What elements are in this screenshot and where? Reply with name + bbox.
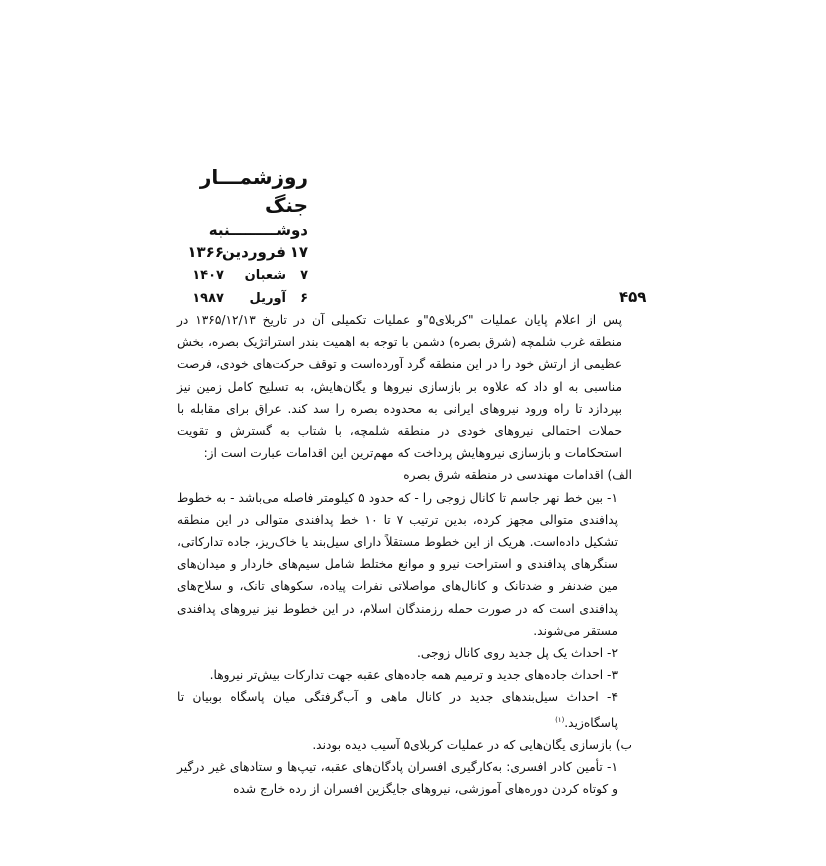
gregorian-month: آوریل xyxy=(249,291,286,306)
date-header xyxy=(168,163,308,310)
footnote-mark: (۱) xyxy=(555,715,565,724)
lunar-day: ۷ xyxy=(300,268,308,283)
intro-paragraph: پس از اعلام پایان عملیات "کربلای۵"و عملیات تکمیلی آن در تاریخ ۱۳۶۵/۱۲/۱۳ در منطقه غرب شلمچه (شرق بصره) دشمن با توجه به اهمیت بندر استراتژیک بصره، بخش عظیمی از ارتش خود را در این منطقه گرد آورده‌است و توقف حرکت‌های خودی، فرصت مناسبی به او داد که علاوه بر بازسازی نیروها و یگان‌هایش، به تسلیح کامل زمین نیز بپردازد تا راه ورود نیروهای ایرانی به محدوده بصره را سد کند. عراق برای مقابله با حملات احتمالی نیروهای خودی در منطقه شلمچه، با شتاب به گسترش و تقویت استحکامات و بازسازی نیروهایش پرداخت که مهم‌ترین این اقدامات عبارت است از: xyxy=(177,313,622,461)
item-b1: ۱- تأمین کادر افسری: به‌کارگیری افسران پادگان‌های عقبه، تیپ‌ها و ستادهای غیر درگیر و کوتاه کردن دوره‌های آموزشی، نیروهای جایگزین افسران از رده خارج شده xyxy=(177,760,618,797)
solar-year: ۱۳۶۶ xyxy=(187,243,224,261)
solar-month: فروردین xyxy=(222,243,286,261)
item-a4 xyxy=(177,686,632,733)
gregorian-date xyxy=(168,287,308,310)
gregorian-day: ۶ xyxy=(300,291,308,306)
lunar-date xyxy=(168,264,308,287)
item-a3: ۳- احداث جاده‌های جدید و ترمیم همه جاده‌های عقبه جهت تدارکات بیش‌تر نیروها. xyxy=(209,668,618,683)
solar-day: ۱۷ xyxy=(289,243,308,261)
item-a1: ۱- بین خط نهر جاسم تا کانال زوجی را - که حدود ۵ کیلومتر فاصله می‌باشد - به خطوط پدافندی متوالی مجهز کرده، بدین ترتیب ۷ تا ۱۰ خط پدافندی متوالی در این منطقه تشکیل داده‌است. هریک از این خطوط مستقلاً دارای سیل‌بند یا خاک‌ریز، جاده تدارکاتی، سنگرهای پدافندی و استراحت نیرو و موانع مختلط شامل سیم‌های خاردار و میدان‌های مین ضدنفر و ضدتانک و کانال‌های مواصلاتی نفرات پیاده، سکوهای تانک، و سلاح‌های پدافندی است که در صورت حمله رزمندگان اسلام، در این خطوط نیز نیروهای پدافندی مستقر می‌شوند. xyxy=(177,490,619,638)
lunar-year: ۱۴۰۷ xyxy=(192,268,224,283)
solar-date xyxy=(168,241,308,264)
page-number: ۴۵۹ xyxy=(619,288,647,306)
lunar-month: شعبان xyxy=(244,268,286,283)
gregorian-year: ۱۹۸۷ xyxy=(192,291,224,306)
header-title: روزشمـــار جنگ xyxy=(199,165,308,217)
item-a4-text: ۴- احداث سیل‌بندهای جدید در کانال ماهی و آب‌گرفتگی میان پاسگاه بوبیان تا پاسگاه‌زید. xyxy=(177,690,618,730)
item-a2: ۲- احداث یک پل جدید روی کانال زوجی. xyxy=(416,646,618,661)
section-b-heading: ب) بازسازی یگان‌هایی که در عملیات کربلای۵ آسیب دیده بودند. xyxy=(312,737,632,752)
body-text xyxy=(177,309,632,801)
section-a-heading: الف) اقدامات مهندسی در منطقه شرق بصره xyxy=(403,468,632,483)
weekday: دوشـــــــــنبه xyxy=(208,221,308,239)
